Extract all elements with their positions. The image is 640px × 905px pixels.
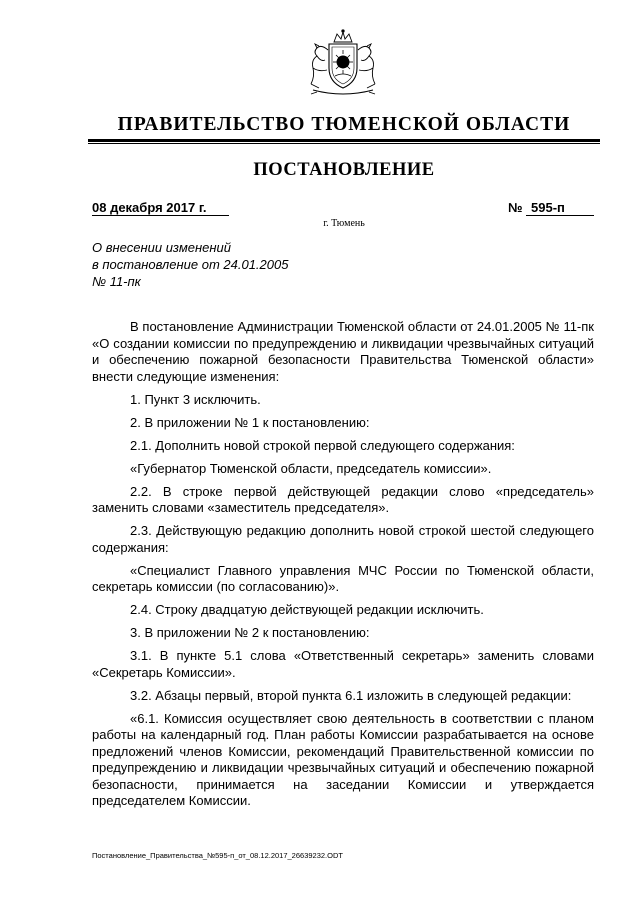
- body-paragraph: 1. Пункт 3 исключить.: [130, 391, 261, 407]
- document-date: 08 декабря 2017 г.: [92, 200, 207, 215]
- body-paragraph: «6.1. Комиссия осуществляет свою деятельность в соответствии с планом работы на календарный год. План работы Комиссии разрабатывается на основе предложений членов Комиссии, рекомендаций Правительственной комиссии по предупреждению и ликвидации чрезвычайных ситуаций и обеспечению пожарной безопасности, принимается на заседании Комиссии и утверждается председателем Комиссии.: [92, 710, 594, 808]
- body-paragraph: 2.2. В строке первой действующей редакции слово «председатель» заменить словами «заместитель председателя».: [92, 483, 594, 515]
- date-underline: [92, 215, 229, 216]
- body-paragraph: 3.1. В пункте 5.1 слова «Ответственный секретарь» заменить словами «Секретарь Комиссии».: [92, 648, 594, 680]
- body-paragraph: «Специалист Главного управления МЧС России по Тюменской области, секретарь комиссии (по согласованию)».: [92, 562, 594, 594]
- title-rule: [88, 139, 600, 142]
- document-subject: [92, 239, 288, 290]
- body-paragraph: 3. В приложении № 2 к постановлению:: [130, 625, 370, 640]
- document-number: 595-п: [531, 200, 565, 215]
- subject-line: О внесении изменений: [92, 240, 231, 255]
- body-paragraph: 3.2. Абзацы первый, второй пункта 6.1 изложить в следующей редакции:: [130, 687, 572, 703]
- document-city: г. Тюмень: [323, 218, 365, 229]
- title-rule-thin: [88, 143, 600, 144]
- body-paragraph: «Губернатор Тюменской области, председатель комиссии».: [130, 460, 492, 476]
- body-paragraph: В постановление Администрации Тюменской области от 24.01.2005 № 11-пк «О создании комиссии по предупреждению и ликвидации чрезвычайных ситуаций и обеспечению пожарной безопасности Правительства Тюменской области» внести следующие изменения:: [92, 319, 594, 384]
- body-paragraph: 2.1. Дополнить новой строкой первой следующего содержания:: [130, 437, 515, 453]
- document-body: [92, 319, 594, 810]
- subject-line: № 11-пк: [92, 274, 141, 289]
- subject-line: в постановление от 24.01.2005: [92, 257, 289, 272]
- document-type: ПОСТАНОВЛЕНИЕ: [253, 160, 435, 180]
- body-paragraph: 2. В приложении № 1 к постановлению:: [130, 414, 370, 430]
- footer-filename: Постановление_Правительства_№595-п_от_08.12.2017_26639232.ODT: [92, 851, 343, 860]
- government-title: ПРАВИТЕЛЬСТВО ТЮМЕНСКОЙ ОБЛАСТИ: [117, 114, 571, 135]
- body-paragraph: 2.3. Действующую редакцию дополнить новой строкой шестой следующего содержания:: [92, 523, 594, 555]
- body-paragraph: 2.4. Строку двадцатую действующей редакции исключить.: [130, 602, 484, 617]
- number-underline: [526, 215, 594, 216]
- coat-of-arms-icon: [299, 28, 387, 98]
- number-label: №: [508, 200, 523, 215]
